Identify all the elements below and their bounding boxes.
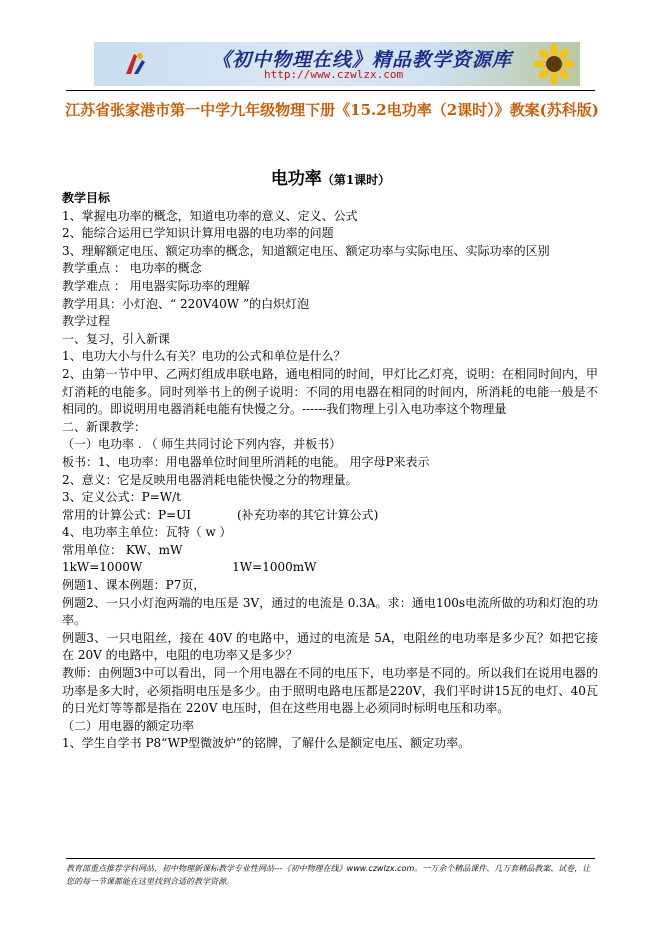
part-2-heading: 二、新课教学： xyxy=(62,419,147,434)
formula-line xyxy=(62,507,598,525)
site-logo-icon xyxy=(122,50,146,78)
unit-conversion xyxy=(62,559,598,577)
conversion-kw: 1kW=1000W xyxy=(62,560,143,575)
section-title-text: 电功率 xyxy=(270,169,322,189)
conversion-mw: 1W=1000mW xyxy=(232,560,317,575)
objective-1: 1、掌握电功率的概念，知道电功率的意义、定义、公式 xyxy=(62,208,358,223)
formula-note: (补充功率的其它计算公式) xyxy=(236,507,379,522)
heading-objectives: 教学目标 xyxy=(62,191,111,205)
self-study-item: 1、学生自学书 P8“WP型微波炉”的铭牌，了解什么是额定电压、额定功率。 xyxy=(62,736,471,751)
board-item-1: 板书：1、电功率：用电器单位时间里所消耗的电能。 用字母P来表示 xyxy=(62,454,430,469)
example-3: 例题3、一只电阻丝，接在 40V 的电路中，通过的电流是 5A，电阻丝的电功率是多少瓦？如把它接在 20V 的电路中，电阻的电功率又是多少？ xyxy=(62,630,598,663)
board-item-3: 3、定义公式：P=W/t xyxy=(62,490,181,505)
lesson-body xyxy=(62,190,598,753)
common-formula: 常用的计算公式：P=UI xyxy=(62,507,191,522)
example-2: 例题2、一只小灯泡两端的电压是 3V，通过的电流是 0.3A。求：通电100s电流所做的功和灯泡的功率。 xyxy=(62,595,598,628)
teaching-tools: 教学用具：小灯泡、“ 220V40W ”的白炽灯泡 xyxy=(62,296,310,311)
board-item-4: 4、电功率主单位：瓦特（ w ） xyxy=(62,525,232,540)
header-banner xyxy=(94,42,580,86)
review-question-2: 2、由第一节中甲、乙两灯组成串联电路，通电相同的时间，甲灯比乙灯亮，说明：在相同时间内，甲灯消耗的电能多。同时列举书上的例子说明：不同的用电器在相同的时间内，所消耗的电能一般是不相同的。即说明用电器消耗电能有快慢之分。------我们物理上引入电功率这个物理量 xyxy=(62,366,598,417)
heading-process: 教学过程 xyxy=(62,314,111,329)
banner-title: 《初中物理在线》精品教学资源库 xyxy=(212,49,513,71)
key-point: 教学重点 ： 电功率的概念 xyxy=(62,261,202,276)
difficult-point: 教学难点 ： 用电器实际功率的理解 xyxy=(62,278,250,293)
review-question-1: 1、电功大小与什么有关？电功的公式和单位是什么？ xyxy=(62,349,346,364)
teacher-note: 教师：由例题3中可以看出，同一个用电器在不同的电压下，电功率是不同的。所以我们在说用电器的功率是多大时，必须指明电压是多少。由于照明电路电压都是220V，我们平时讲15瓦的电灯、40瓦的日光灯等等都是指在 220V 电压时，但在这些用电器上必须同时标明电压和功率。 xyxy=(62,666,598,716)
section-title xyxy=(0,164,661,189)
objective-2: 2、能综合运用已学知识计算用电器的电功率的问题 xyxy=(62,226,334,241)
banner-url[interactable]: http://www.czwlzx.com xyxy=(264,68,404,81)
header-divider xyxy=(66,90,595,91)
example-1: 例题1、课本例题：P7页， xyxy=(62,578,206,593)
board-item-2: 2、意义：它是反映用电器消耗电能快慢之分的物理量。 xyxy=(62,472,358,487)
subsection-1-heading: （一）电功率 . （ 师生共同讨论下列内容，并板书） xyxy=(62,437,342,452)
footer-divider xyxy=(66,858,595,859)
section-subtitle: （第1课时） xyxy=(321,173,391,187)
document-title: 江苏省张家港市第一中学九年级物理下册《15.2电功率（2课时）》教案(苏科版) xyxy=(65,101,599,119)
common-units: 常用单位： KW、mW xyxy=(62,542,183,557)
part-1-heading: 一、复习，引入新课 xyxy=(62,331,171,346)
subsection-2-heading: （二）用电器的额定功率 xyxy=(62,718,195,733)
objective-3: 3、理解额定电压、额定功率的概念，知道额定电压、额定功率与实际电压、实际功率的区别 xyxy=(62,243,550,258)
sunflower-icon xyxy=(534,44,574,84)
page-footer: 教育部重点推荐学科网站、初中物理新课标教学专业性网站---《初中物理在线》www.czwlzx.com。一万余个精品课件、几万套精品教案、试卷，让您的每一节课都能在这里找到合适的教学资源。 xyxy=(66,864,591,886)
